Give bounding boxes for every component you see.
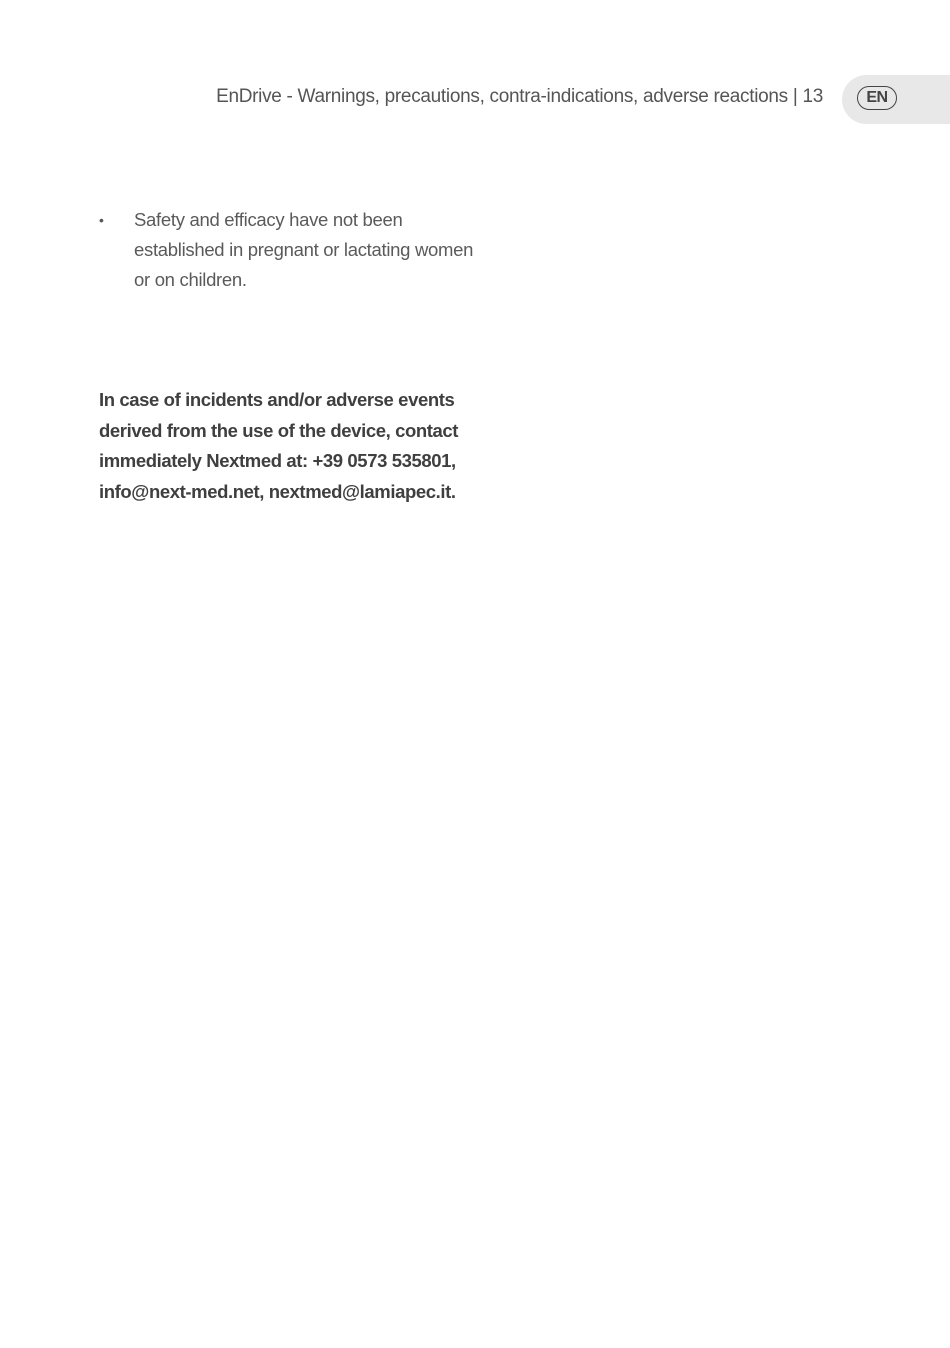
bullet-list [99,205,489,295]
list-item [99,205,489,295]
bullet-icon: • [99,212,104,228]
adverse-event-notice: In case of incidents and/or adverse events derived from the use of the device, contact immediately Nextmed at: +39 0573 535801, info@next-med.net, nextmed@lamiapec.it. [99,389,459,502]
language-badge: EN [857,86,897,110]
list-item-text: Safety and efficacy have not been established in pregnant or lactating women or on children. [134,209,474,290]
running-header: EnDrive - Warnings, precautions, contra-indications, adverse reactions | 13 [216,86,823,107]
